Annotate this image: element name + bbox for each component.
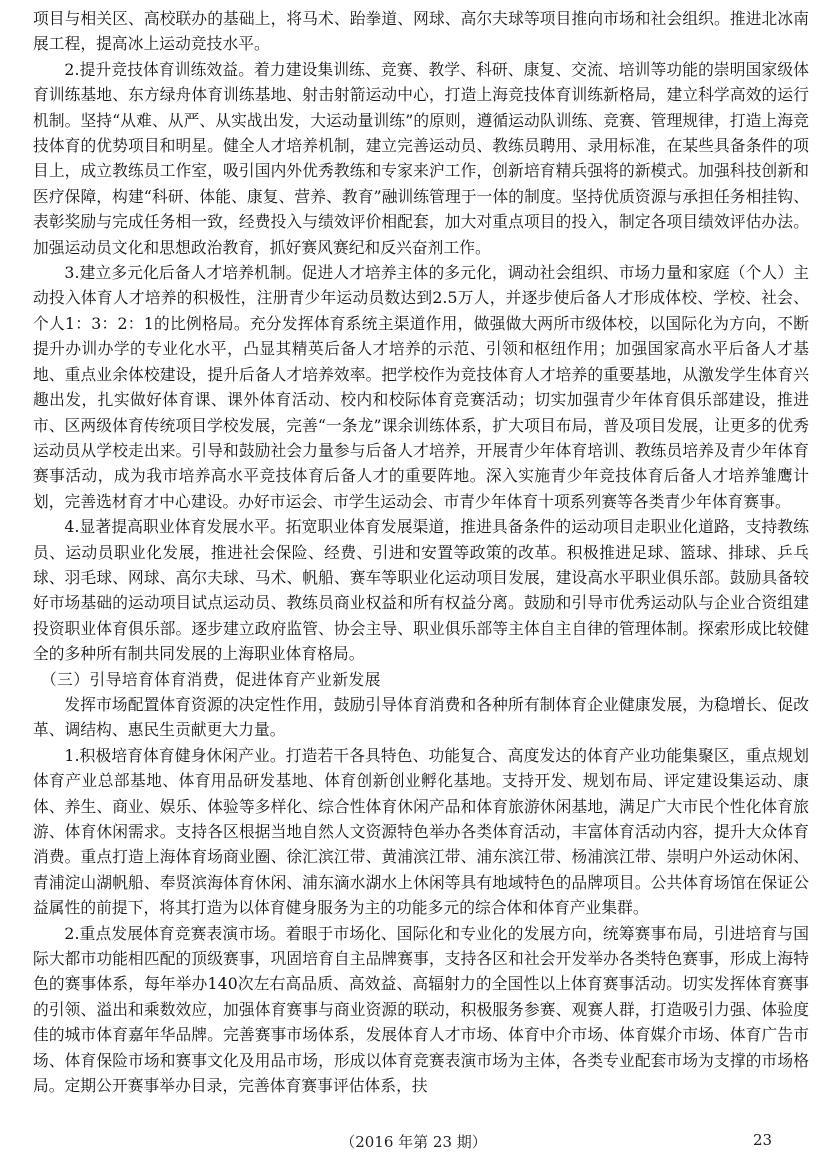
body-text (33, 6, 809, 1098)
issue-label: （2016 年第 23 期） (340, 1133, 487, 1151)
paragraph: 3.建立多元化后备人才培养机制。促进人才培养主体的多元化，调动社会组织、市场力量和家庭（个人）主动投入体育人才培养的积极性，注册青少年运动员数达到2.5万人，并逐步使后备人才形成体校、学校、社会、个人1：3：2：1的比例格局。充分发挥体育系统主渠道作用，做强做大两所市级体校，以国际化为方向，不断提升办训办学的专业化水平，凸显其精英后备人才培养的示范、引领和枢纽作用；加强国家高水平后备人才基地、重点业余体校建设，提升后备人才培养效率。把学校作为竞技体育人才培养的重要基地，从激发学生体育兴趣出发，扎实做好体育课、课外体育活动、校内和校际体育竞赛活动；切实加强青少年体育俱乐部建设，推进市、区两级体育传统项目学校发展，完善“一条龙”课余训练体系，扩大项目布局，普及项目发展，让更多的优秀运动员从学校走出来。引导和鼓励社会力量参与后备人才培养，开展青少年体育培训、教练员培养及青少年体育赛事活动，成为我市培养高水平竞技体育后备人才的重要阵地。深入实施青少年竞技体育后备人才培养雏鹰计划，完善选材育才中心建设。办好市运会、市学生运动会、市青少年体育十项系列赛等各类青少年体育赛事。 (33, 263, 809, 511)
paragraph: 1.积极培育体育健身休闲产业。打造若干各具特色、功能复合、高度发达的体育产业功能集聚区，重点规划体育产业总部基地、体育用品研发基地、体育创新创业孵化基地。支持开发、规划布局、评定建设集运动、康体、养生、商业、娱乐、体验等多样化、综合性体育休闲产品和体育旅游休闲基地，满足广大市民个性化体育旅游、体育休闲需求。支持各区根据当地自然人文资源特色举办各类体育活动，丰富体育活动内容，提升大众体育消费。重点打造上海体育场商业圈、徐汇滨江带、黄浦滨江带、浦东滨江带、杨浦滨江带、崇明户外运动休闲、青浦淀山湖帆船、奉贤滨海体育休闲、浦东滴水湖水上休闲等具有地域特色的品牌项目。公共体育场馆在保证公益属性的前提下，将其打造为以体育健身服务为主的功能多元的综合体和体育产业集群。 (33, 745, 809, 918)
paragraph: 2.重点发展体育竞赛表演市场。着眼于市场化、国际化和专业化的发展方向，统筹赛事布局，引进培育与国际大都市功能相匹配的顶级赛事，巩固培育自主品牌赛事，支持各区和社会开发举办各类特色赛事，形成上海特色的赛事体系，每年举办140次左右高品质、高效益、高辐射力的全国性以上体育赛事活动。切实发挥体育赛事的引领、溢出和乘数效应，加强体育赛事与商业资源的联动，积极服务参赛、观赛人群，打造吸引力强、体验度佳的城市体育嘉年华品牌。完善赛事市场体系，发展体育人才市场、体育中介市场、体育媒介市场、体育广告市场、体育保险市场和赛事文化及用品市场，形成以体育竞赛表演市场为主体，各类专业配套市场为支撑的市场格局。定期公开赛事举办目录，完善体育赛事评估体系，扶 (33, 923, 809, 1096)
page-number: 23 (753, 1131, 773, 1149)
page-footer (0, 1131, 827, 1153)
paragraph: 发挥市场配置体育资源的决定性作用，鼓励引导体育消费和各种所有制体育企业健康发展，为稳增长、促改革、调结构、惠民生贡献更大力量。 (33, 694, 809, 740)
paragraph: 项目与相关区、高校联办的基础上，将马术、跆拳道、网球、高尔夫球等项目推向市场和社会组织。推进北冰南展工程，提高冰上运动竞技水平。 (33, 9, 809, 54)
section-heading: （三）引导培育体育消费，促进体育产业新发展 (41, 669, 381, 689)
paragraph: 4.显著提高职业体育发展水平。拓宽职业体育发展渠道，推进具备条件的运动项目走职业化道路，支持教练员、运动员职业化发展，推进社会保险、经费、引进和安置等政策的改革。积极推进足球、篮球、排球、乒乓球、羽毛球、网球、高尔夫球、马术、帆船、赛车等职业化运动项目发展，建设高水平职业俱乐部。鼓励具备较好市场基础的运动项目试点运动员、教练员商业权益和所有权益分离。鼓励和引导市优秀运动队与企业合资组建投资职业体育俱乐部。逐步建立政府监管、协会主导、职业俱乐部等主体自主自律的管理体制。探索形成比较健全的多种所有制共同发展的上海职业体育格局。 (33, 517, 809, 664)
paragraph: 2.提升竞技体育训练效益。着力建设集训练、竞赛、教学、科研、康复、交流、培训等功能的崇明国家级体育训练基地、东方绿舟体育训练基地、射击射箭运动中心，打造上海竞技体育训练新格局，建立科学高效的运行机制。坚持“从难、从严、从实战出发，大运动量训练”的原则，遵循运动队训练、竞赛、管理规律，打造上海竞技体育的优势项目和明星。健全人才培养机制，建立完善运动员、教练员聘用、录用标准，在某些具备条件的项目上，成立教练员工作室，吸引国内外优秀教练和专家来沪工作，创新培育精兵强将的新模式。加强科技创新和医疗保障，构建“科研、体能、康复、营养、教育”融训练管理于一体的制度。坚持优质资源与承担任务相挂钩、表彰奖励与完成任务相一致，经费投入与绩效评价相配套，加大对重点项目的投入，制定各项目绩效评估办法。加强运动员文化和思想政治教育，抓好赛风赛纪和反兴奋剂工作。 (33, 59, 809, 257)
